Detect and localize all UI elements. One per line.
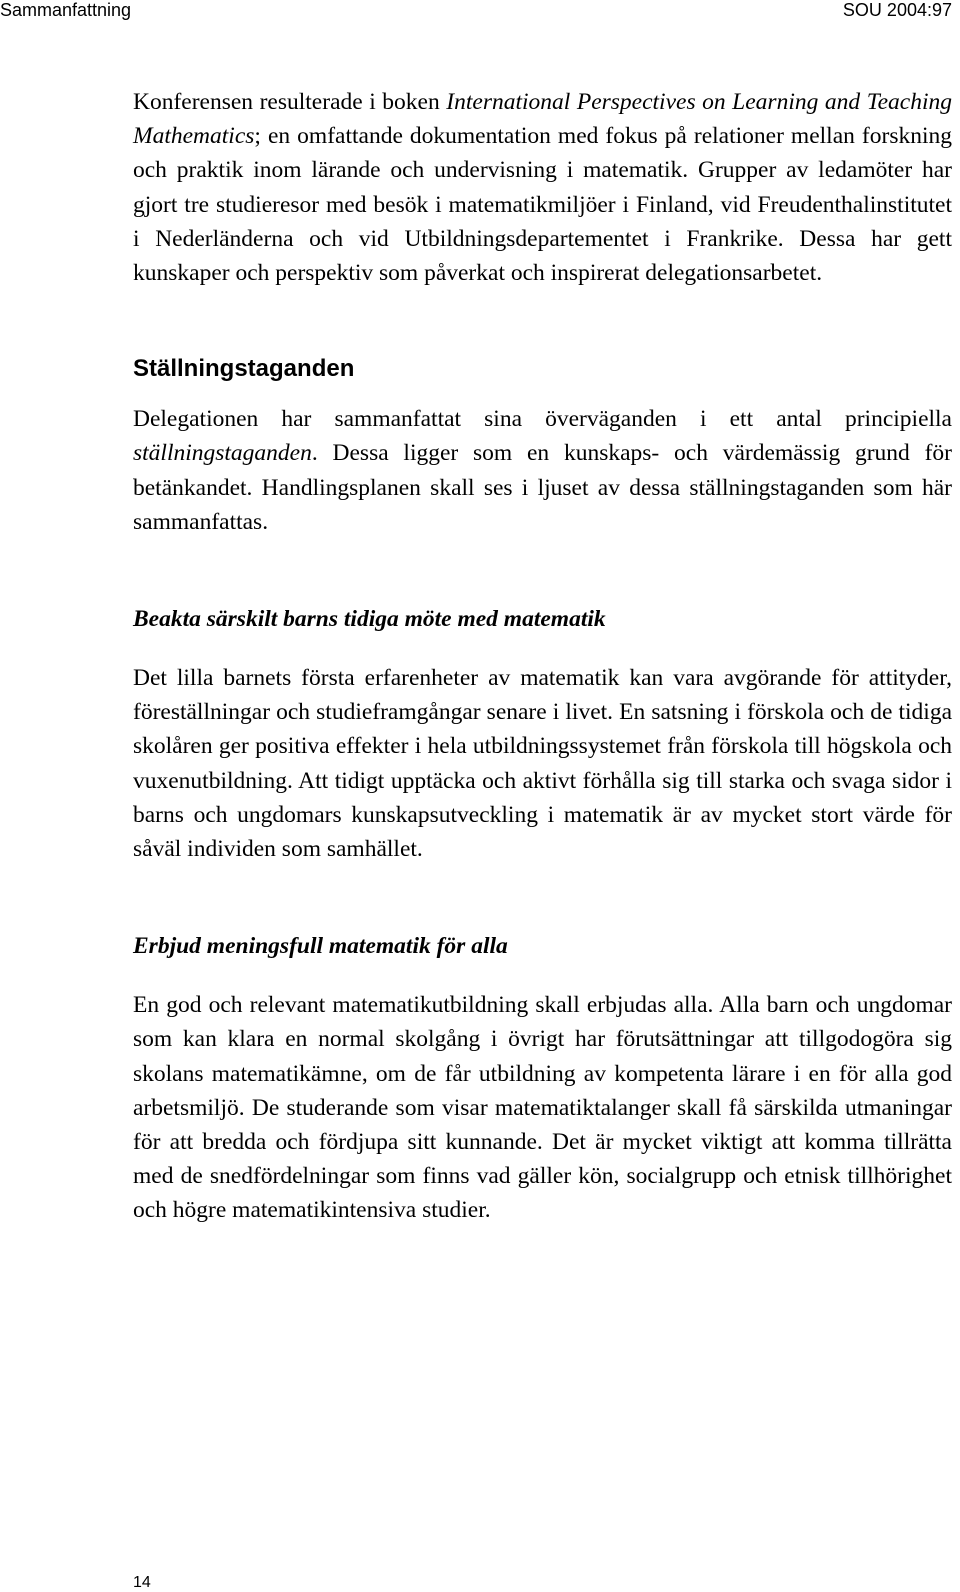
running-header bbox=[0, 0, 960, 24]
subsection-heading: Erbjud meningsfull matematik för alla bbox=[133, 933, 508, 960]
page-content bbox=[133, 85, 952, 1228]
section-paragraph bbox=[133, 402, 952, 539]
section-text-start: Delegationen har sammanfattat sina överväganden i ett antal principiella bbox=[133, 406, 952, 433]
header-report-number: SOU 2004:97 bbox=[842, 0, 952, 20]
subsection-paragraph: En god och relevant matematikutbildning skall erbjudas alla. Alla barn och ungdomar som kan klara en normal skolgång i övrigt har förutsättningar att tillgodogöra sig skolans matematikämne, om de får utbildning av kompetenta lärare i en för alla god arbetsmiljö. De studerande som visar matematiktalanger skall få särskilda utmaningar för att bredda och fördjupa sitt kunnande. Det är mycket viktigt att komma tillrätta med de snedfördelningar som finns vad gäller kön, socialgrupp och etnisk tillhörighet och högre matematikintensiva studier. bbox=[133, 992, 952, 1224]
section-heading: Ställningstaganden bbox=[133, 355, 355, 383]
book-title: International Perspectives on Learning and Teaching Mathematics bbox=[133, 89, 952, 150]
section-text-end: . Dessa ligger som en kunskaps- och värdemässig grund för betänkandet. Handlingsplanen skall ses i ljuset av dessa ställningstaganden som här sammanfattas. bbox=[133, 440, 952, 535]
intro-text-end: ; en omfattande dokumentation med fokus på relationer mellan forskning och praktik inom lärande och undervisning i matematik. Grupper av ledamöter har gjort tre studieresor med besök i matematikmiljöer i Finland, vid Freudenthalinstitutet i Nederländerna och vid Utbildningsdepartementet i Frankrike. Dessa har gett kunskaper och perspektiv som påverkat och inspirerat delegationsarbetet. bbox=[133, 123, 952, 287]
intro-text-start: Konferensen resulterade i boken bbox=[133, 89, 447, 115]
section-emphasis: ställningstaganden bbox=[133, 440, 312, 467]
subsection-paragraph: Det lilla barnets första erfarenheter av matematik kan vara avgörande för attityder, föreställningar och studieframgångar senare i livet. En satsning i förskola och de tidiga skolåren ger positiva effekter i hela utbildningssystemet från förskola till högskola och vuxenutbildning. Att tidigt upptäcka och aktivt förhålla sig till starka och svaga sidor i barns och ungdomars kunskapsutveckling i matematik är av mycket stort värde för såväl individen som samhället. bbox=[133, 665, 952, 863]
page-number: 14 bbox=[133, 1574, 151, 1591]
intro-paragraph bbox=[133, 85, 952, 290]
subsection-heading: Beakta särskilt barns tidiga möte med matematik bbox=[133, 606, 606, 633]
header-section-title: Sammanfattning bbox=[0, 0, 132, 20]
